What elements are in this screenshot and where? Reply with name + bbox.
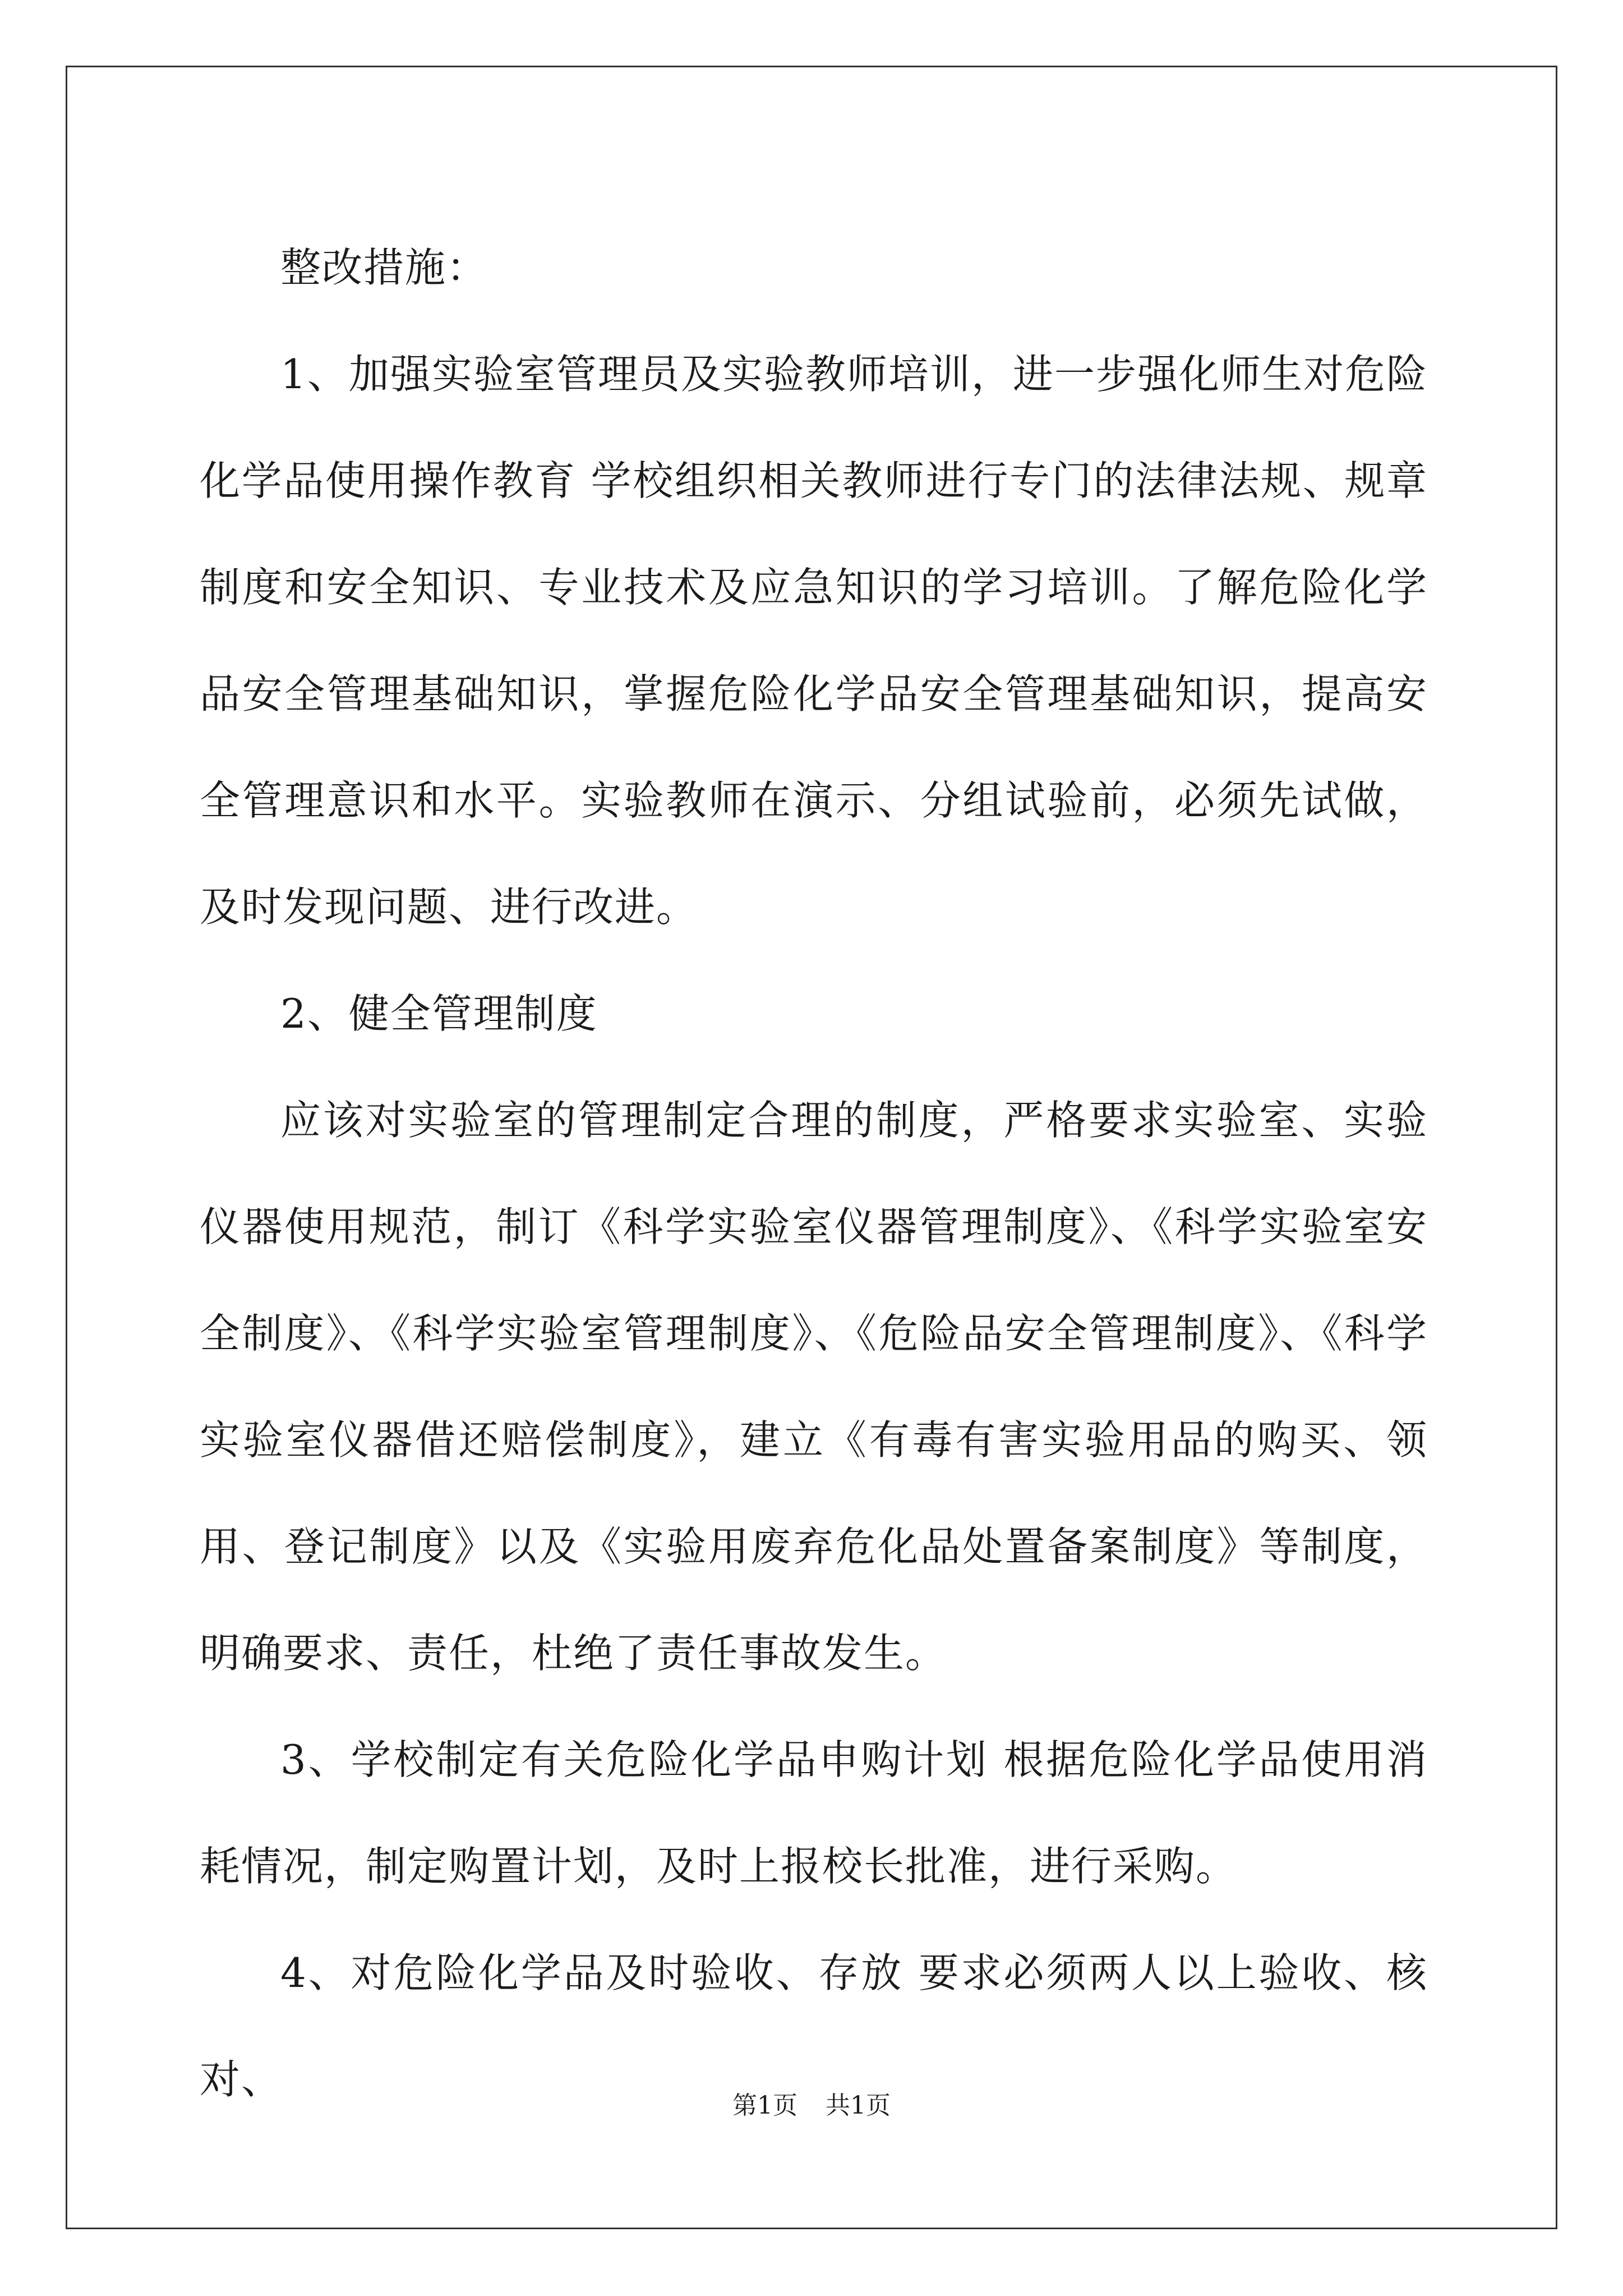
page-total: 共1页 xyxy=(826,2091,891,2120)
page-footer xyxy=(0,2089,1623,2123)
paragraph-item-2-title: 2、健全管理制度 xyxy=(280,990,598,1037)
heading-rectification-measures: 整改措施： xyxy=(280,244,488,291)
paragraph-item-4: 4、对危险化学品及时验收、存放 要求必须两人以上验收、核对、 xyxy=(200,1949,1428,2103)
paragraph-item-3: 3、学校制定有关危险化学品申购计划 根据危险化学品使用消耗情况，制定购置计划，及时上报校长批准，进行采购。 xyxy=(200,1736,1428,1890)
document-body xyxy=(200,214,1428,2133)
paragraph-item-2-body: 应该对实验室的管理制定合理的制度，严格要求实验室、实验仪器使用规范，制订《科学实验室仪器管理制度》、《科学实验室安全制度》、《科学实验室管理制度》、《危险品安全管理制度》、《科学实验室仪器借还赔偿制度》，建立《有毒有害实验用品的购买、领用、登记制度》以及《实验用废弃危化品处置备案制度》等制度，明确要求、责任，杜绝了责任事故发生。 xyxy=(200,1097,1428,1677)
page-number: 第1页 xyxy=(732,2091,797,2120)
paragraph-item-1: 1、加强实验室管理员及实验教师培训，进一步强化师生对危险化学品使用操作教育 学校组织相关教师进行专门的法律法规、规章制度和安全知识、专业技术及应急知识的学习培训。了解危险化学品安全管理基础知识，掌握危险化学品安全管理基础知识，提高安全管理意识和水平。实验教师在演示、分组试验前，必须先试做，及时发现问题、进行改进。 xyxy=(200,351,1428,931)
